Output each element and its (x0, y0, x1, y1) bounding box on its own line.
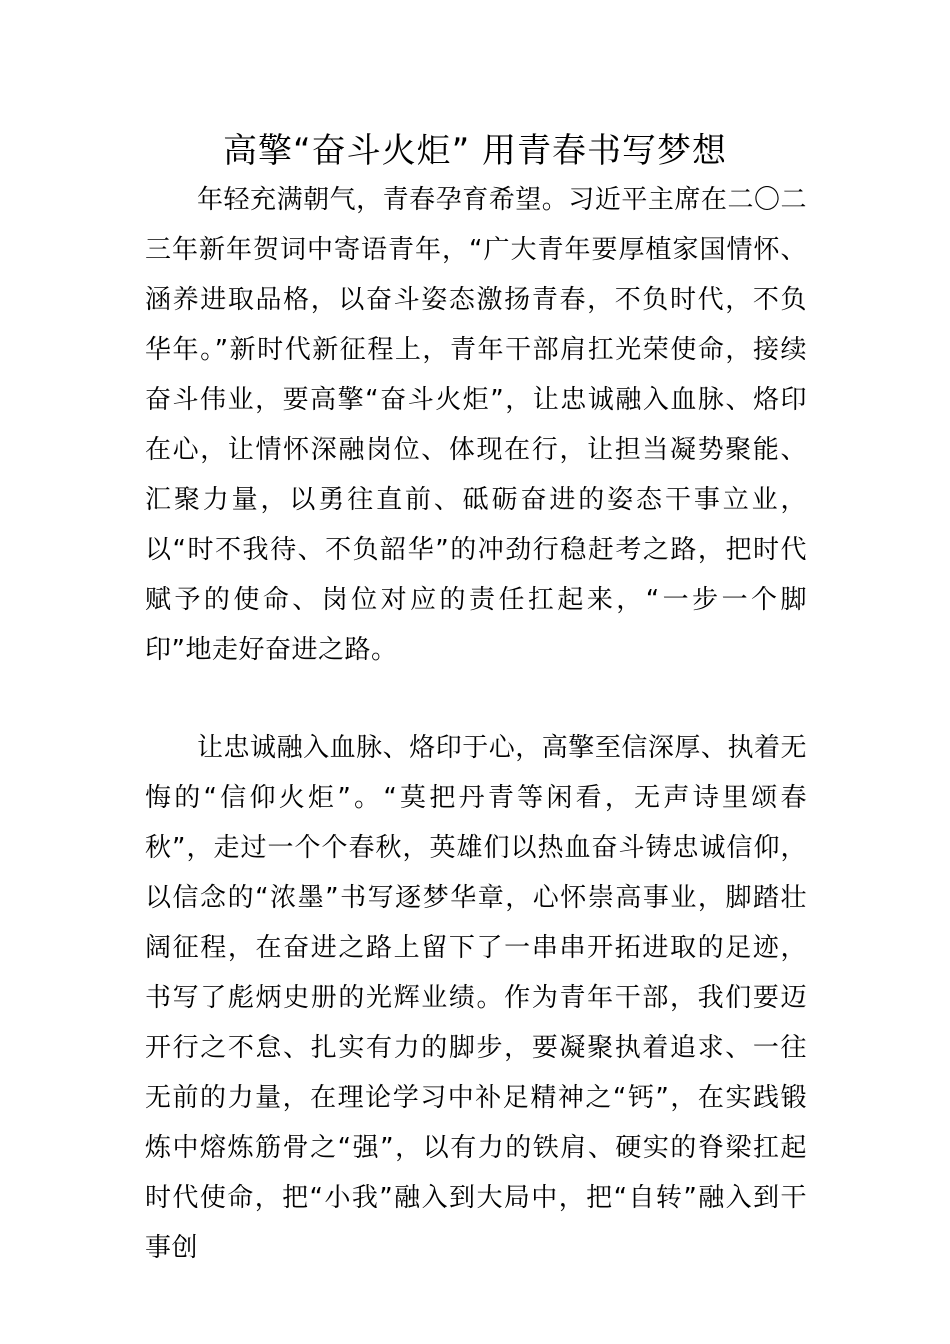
paragraph-2: 让忠诚融入血脉、烙印于心，高擎至信深厚、执着无悔的“信仰火炬”。“莫把丹青等闲看，无声诗里颂春秋”，走过一个个春秋，英雄们以热血奋斗铸忠诚信仰，以信念的“浓墨”书写逐梦华章，心怀崇高事业，脚踏壮阔征程，在奋进之路上留下了一串串开拓进取的足迹，书写了彪炳史册的光辉业绩。作为青年干部，我们要迈开行之不怠、扎实有力的脚步，要凝聚执着追求、一往无前的力量，在理论学习中补足精神之“钙”，在实践锻炼中熔炼筋骨之“强”，以有力的铁肩、硬实的脊梁扛起时代使命，把“小我”融入到大局中，把“自转”融入到干事创 (145, 733, 807, 1263)
paragraph-1: 年轻充满朝气，青春孕育希望。习近平主席在二〇二三年新年贺词中寄语青年，“广大青年要厚植家国情怀、涵养进取品格，以奋斗姿态激扬青春，不负时代，不负华年。”新时代新征程上，青年干部肩扛光荣使命，接续奋斗伟业，要高擎“奋斗火炬”，让忠诚融入血脉、烙印在心，让情怀深融岗位、体现在行，让担当凝势聚能、汇聚力量，以勇往直前、砥砺奋进的姿态干事立业，以“时不我待、不负韶华”的冲劲行稳赶考之路，把时代赋予的使命、岗位对应的责任扛起来，“一步一个脚印”地走好奋进之路。 (145, 185, 807, 665)
document-title: 高擎“奋斗火炬” 用青春书写梦想 (222, 131, 728, 171)
